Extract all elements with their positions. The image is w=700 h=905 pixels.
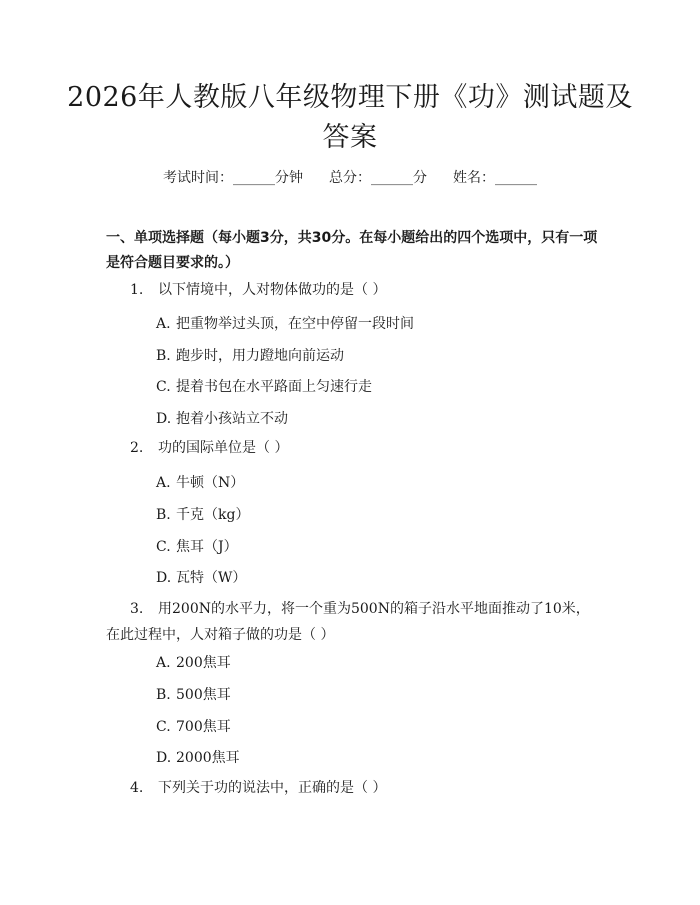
question-1-option-d — [156, 409, 288, 429]
option-text: 提着书包在水平路面上匀速行走 — [176, 379, 372, 395]
exam-meta — [0, 168, 700, 188]
option-text: 瓦特（W） — [176, 570, 247, 586]
question-3 — [106, 596, 600, 648]
question-2-option-b — [156, 505, 249, 525]
option-letter: C. — [156, 379, 171, 395]
exam-time-field: 考试时间：______分钟 — [163, 170, 303, 186]
option-letter: A. — [156, 655, 171, 671]
question-3-option-d — [156, 748, 240, 768]
option-letter: C. — [156, 719, 171, 735]
option-text: 700焦耳 — [176, 719, 231, 735]
option-text: 把重物举过头顶，在空中停留一段时间 — [176, 316, 414, 332]
total-score-field: 总分：______分 — [329, 170, 427, 186]
name-field: 姓名：______ — [453, 170, 537, 186]
option-letter: A. — [156, 475, 171, 491]
option-letter: B. — [156, 687, 171, 703]
option-letter: D. — [156, 411, 172, 427]
question-2-option-a — [156, 473, 244, 493]
option-letter: C. — [156, 539, 171, 555]
question-2-option-c — [156, 537, 238, 557]
question-number: 4. — [130, 780, 144, 796]
option-text: 千克（kg） — [176, 507, 250, 523]
option-letter: A. — [156, 316, 171, 332]
option-text: 跑步时，用力蹬地向前运动 — [176, 348, 344, 364]
question-stem: 下列关于功的说法中，正确的是（ ） — [158, 780, 387, 796]
question-stem: 用200N的水平力，将一个重为500N的箱子沿水平地面推动了10米，在此过程中，人对箱子做的功是（ ） — [106, 601, 590, 643]
option-text: 200焦耳 — [176, 655, 231, 671]
question-3-option-a — [156, 653, 231, 673]
option-letter: D. — [156, 750, 172, 766]
page-title: 2026年人教版八年级物理下册《功》测试题及答案 — [67, 82, 633, 153]
option-text: 牛顿（N） — [176, 475, 245, 491]
question-2-option-d — [156, 568, 246, 588]
question-3-option-c — [156, 717, 231, 737]
option-text: 抱着小孩站立不动 — [176, 411, 288, 427]
question-stem: 功的国际单位是（ ） — [158, 440, 289, 456]
question-1 — [130, 278, 386, 303]
section-heading: 一、单项选择题（每小题3分，共30分。在每小题给出的四个选项中，只有一项是符合题目要求的。） — [106, 230, 598, 271]
question-number: 3. — [130, 601, 144, 617]
question-1-option-a — [156, 314, 414, 334]
option-letter: B. — [156, 348, 171, 364]
question-1-option-c — [156, 377, 372, 397]
question-number: 1. — [130, 282, 144, 298]
option-text: 2000焦耳 — [176, 750, 240, 766]
option-letter: D. — [156, 570, 172, 586]
question-2 — [130, 436, 288, 461]
option-text: 500焦耳 — [176, 687, 231, 703]
question-stem: 以下情境中，人对物体做功的是（ ） — [158, 282, 387, 298]
question-number: 2. — [130, 440, 144, 456]
option-text: 焦耳（J） — [176, 539, 238, 555]
option-letter: B. — [156, 507, 171, 523]
question-3-option-b — [156, 685, 231, 705]
question-4 — [130, 776, 386, 801]
question-1-option-b — [156, 346, 344, 366]
